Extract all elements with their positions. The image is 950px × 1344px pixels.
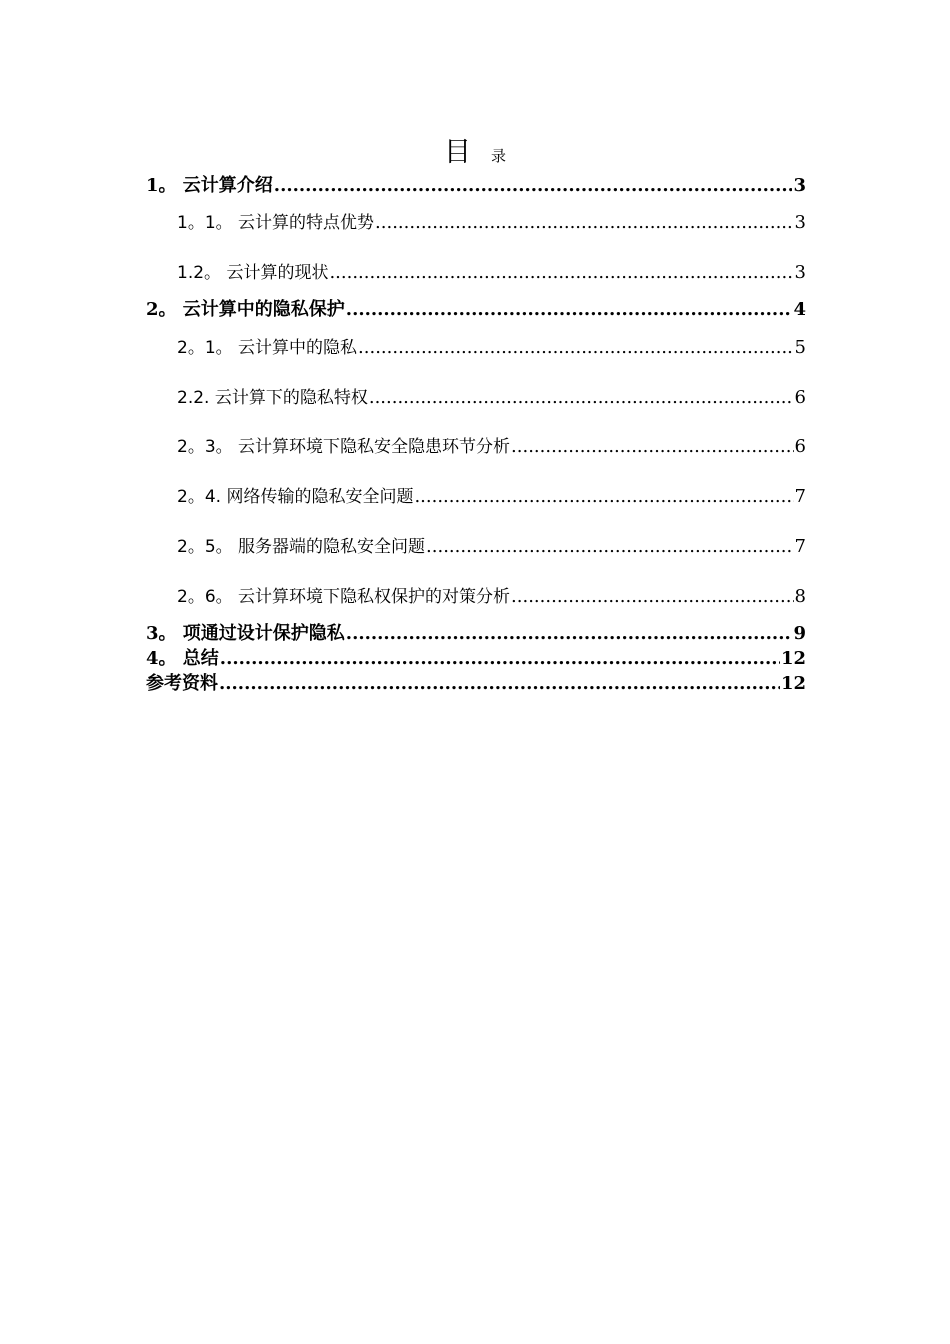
toc-entry-label: 1。 云计算介绍	[146, 175, 273, 196]
toc-entry-page: 8	[794, 586, 806, 607]
toc-entry-page: 7	[794, 486, 806, 507]
toc-title-main: 目	[443, 137, 471, 168]
toc-dot-leader	[511, 434, 794, 460]
toc-entry-3[interactable]	[146, 622, 806, 646]
toc-dot-leader	[219, 672, 780, 696]
toc-entry-references[interactable]	[146, 672, 806, 696]
toc-dot-leader	[274, 174, 793, 198]
toc-entry-label: 2。6。 云计算环境下隐私权保护的对策分析	[177, 587, 511, 607]
toc-dot-leader	[346, 622, 793, 646]
toc-dot-leader	[369, 385, 794, 411]
toc-entry-page: 12	[780, 648, 806, 669]
toc-entry-2[interactable]	[146, 298, 806, 322]
toc-entry-label: 2。5。 服务器端的隐私安全问题	[177, 537, 426, 557]
toc-dot-leader	[220, 647, 780, 671]
toc-entry-page: 6	[794, 387, 806, 408]
toc-entry-label: 2。3。 云计算环境下隐私安全隐患环节分析	[177, 437, 511, 457]
toc-entry-label: 3。 项通过设计保护隐私	[146, 623, 345, 644]
toc-dot-leader	[358, 335, 794, 361]
toc-entry-2-6[interactable]	[177, 584, 806, 610]
toc-entry-page: 6	[794, 436, 806, 457]
toc-entry-label: 参考资料	[146, 673, 218, 694]
toc-entry-page: 3	[794, 262, 806, 283]
toc-dot-leader	[414, 484, 793, 510]
toc-entry-label: 1。1。 云计算的特点优势	[177, 213, 375, 233]
toc-entry-page: 3	[794, 212, 806, 233]
toc-entry-label: 2。4. 网络传输的隐私安全问题	[177, 487, 414, 507]
toc-entry-page: 9	[793, 623, 806, 644]
toc-entry-page: 5	[794, 337, 806, 358]
toc-entry-label: 2。1。 云计算中的隐私	[177, 338, 358, 358]
toc-entry-2-1[interactable]	[177, 335, 806, 361]
toc-dot-leader	[346, 298, 793, 322]
toc-entry-2-5[interactable]	[177, 534, 806, 560]
toc-dot-leader	[375, 210, 794, 236]
toc-dot-leader	[511, 584, 794, 610]
toc-dot-leader	[329, 260, 793, 286]
toc-entry-label: 1.2。 云计算的现状	[177, 263, 329, 283]
toc-entry-page: 3	[793, 175, 806, 196]
toc-entry-4[interactable]	[146, 647, 806, 671]
toc-entry-2-3[interactable]	[177, 434, 806, 460]
toc-entry-page: 7	[794, 536, 806, 557]
toc-entry-2-4[interactable]	[177, 484, 806, 510]
toc-entry-page: 4	[793, 299, 806, 320]
toc-entry-page: 12	[780, 673, 806, 694]
toc-entry-label: 2。 云计算中的隐私保护	[146, 299, 345, 320]
toc-entry-label: 2.2. 云计算下的隐私特权	[177, 388, 368, 408]
toc-entry-1-2[interactable]	[177, 260, 806, 286]
toc-entry-1[interactable]	[146, 174, 806, 198]
toc-entry-1-1[interactable]	[177, 210, 806, 236]
toc-entry-2-2[interactable]	[177, 385, 806, 411]
toc-title-sub: 录	[490, 147, 506, 165]
toc-entry-label: 4。 总结	[146, 648, 219, 669]
toc-dot-leader	[426, 534, 794, 560]
